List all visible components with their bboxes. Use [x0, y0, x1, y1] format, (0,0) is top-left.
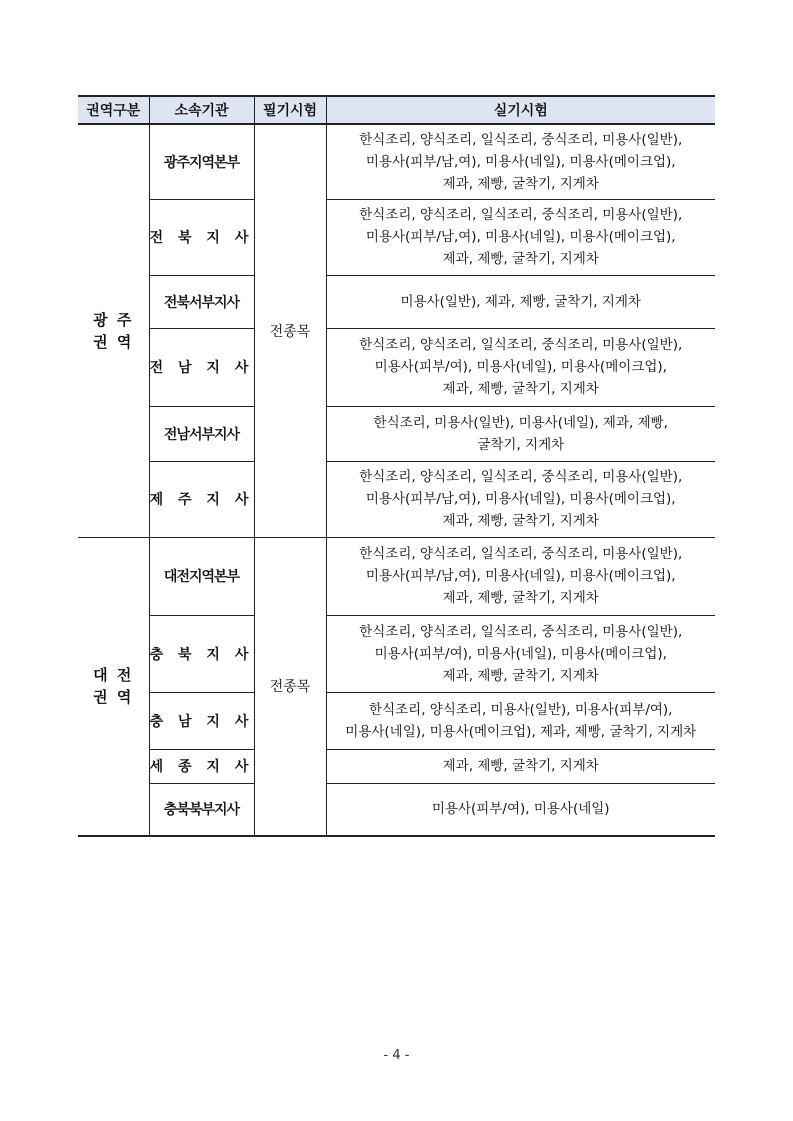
written-cell-gwangju: 전종목 — [254, 124, 326, 537]
exam-location-table — [78, 95, 715, 837]
table-row — [78, 199, 715, 275]
org-cell: 광주지역본부 — [149, 124, 254, 199]
practical-cell: 한식조리, 미용사(일반), 미용사(네일), 제과, 제빵, 굴착기, 지게차 — [326, 406, 715, 461]
org-cell: 전 남 지 사 — [149, 328, 254, 406]
header-region: 권역구분 — [78, 96, 149, 124]
region-label: 광 주 권 역 — [93, 310, 134, 351]
practical-cell: 제과, 제빵, 굴착기, 지게차 — [326, 749, 715, 783]
org-cell: 충 북 지 사 — [149, 615, 254, 692]
table-row — [78, 406, 715, 461]
region-cell-gwangju — [78, 124, 149, 537]
table-row — [78, 461, 715, 537]
practical-cell: 미용사(피부/여), 미용사(네일) — [326, 783, 715, 836]
table-row — [78, 749, 715, 783]
practical-cell: 한식조리, 양식조리, 일식조리, 중식조리, 미용사(일반), 미용사(피부/남,여), 미용사(네일), 미용사(메이크업), 제과, 제빵, 굴착기, 지게차 — [326, 461, 715, 537]
practical-cell: 미용사(일반), 제과, 제빵, 굴착기, 지게차 — [326, 275, 715, 328]
org-cell: 대전지역본부 — [149, 537, 254, 615]
table-header-row — [78, 96, 715, 124]
org-cell: 세 종 지 사 — [149, 749, 254, 783]
table-row — [78, 124, 715, 199]
table-row — [78, 328, 715, 406]
table-row — [78, 692, 715, 749]
region-cell-daejeon — [78, 537, 149, 836]
practical-cell: 한식조리, 양식조리, 일식조리, 중식조리, 미용사(일반), 미용사(피부/여), 미용사(네일), 미용사(메이크업), 제과, 제빵, 굴착기, 지게차 — [326, 615, 715, 692]
header-written: 필기시험 — [254, 96, 326, 124]
org-cell: 충북북부지사 — [149, 783, 254, 836]
practical-cell: 한식조리, 양식조리, 일식조리, 중식조리, 미용사(일반), 미용사(피부/남,여), 미용사(네일), 미용사(메이크업), 제과, 제빵, 굴착기, 지게차 — [326, 537, 715, 615]
org-cell: 전북서부지사 — [149, 275, 254, 328]
practical-cell: 한식조리, 양식조리, 일식조리, 중식조리, 미용사(일반), 미용사(피부/남,여), 미용사(네일), 미용사(메이크업), 제과, 제빵, 굴착기, 지게차 — [326, 124, 715, 199]
page-number: - 4 - — [383, 1048, 410, 1063]
org-cell: 충 남 지 사 — [149, 692, 254, 749]
org-cell: 제 주 지 사 — [149, 461, 254, 537]
practical-cell: 한식조리, 양식조리, 일식조리, 중식조리, 미용사(일반), 미용사(피부/남,여), 미용사(네일), 미용사(메이크업), 제과, 제빵, 굴착기, 지게차 — [326, 199, 715, 275]
header-org: 소속기관 — [149, 96, 254, 124]
table-row — [78, 615, 715, 692]
practical-cell: 한식조리, 양식조리, 미용사(일반), 미용사(피부/여), 미용사(네일), 미용사(메이크업), 제과, 제빵, 굴착기, 지게차 — [326, 692, 715, 749]
table-row — [78, 275, 715, 328]
written-cell-daejeon: 전종목 — [254, 537, 326, 836]
table-row — [78, 783, 715, 836]
header-practical: 실기시험 — [326, 96, 715, 124]
org-cell: 전 북 지 사 — [149, 199, 254, 275]
org-cell: 전남서부지사 — [149, 406, 254, 461]
region-label: 대 전 권 역 — [93, 666, 134, 707]
table-row — [78, 537, 715, 615]
practical-cell: 한식조리, 양식조리, 일식조리, 중식조리, 미용사(일반), 미용사(피부/여), 미용사(네일), 미용사(메이크업), 제과, 제빵, 굴착기, 지게차 — [326, 328, 715, 406]
